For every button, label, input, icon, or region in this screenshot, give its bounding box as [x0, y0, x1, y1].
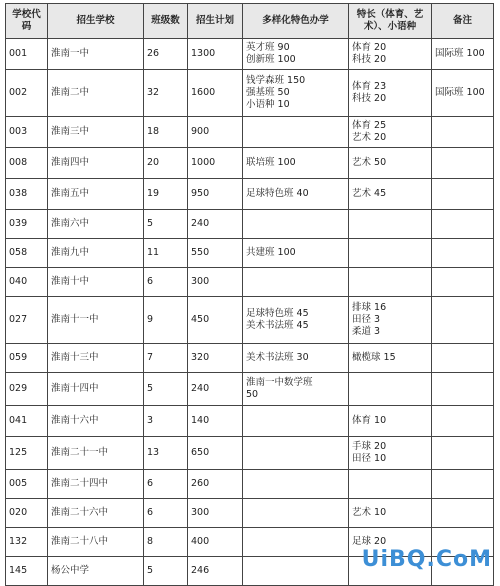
cell-col-plan: 400	[188, 528, 243, 557]
cell-col-school: 淮南二十一中	[48, 437, 144, 470]
cell-col-code: 005	[6, 470, 48, 499]
table-row	[6, 148, 494, 179]
cell-col-plan: 320	[188, 344, 243, 373]
cell-col-special: 足球 20	[349, 528, 432, 557]
cell-col-notes	[432, 179, 494, 210]
cell-col-notes	[432, 437, 494, 470]
cell-col-code: 058	[6, 239, 48, 268]
cell-col-special	[349, 268, 432, 297]
table-row	[6, 470, 494, 499]
cell-col-features	[243, 210, 349, 239]
cell-col-classes: 20	[144, 148, 188, 179]
cell-col-special: 体育 23 科技 20	[349, 70, 432, 117]
cell-col-code: 039	[6, 210, 48, 239]
cell-col-features	[243, 437, 349, 470]
table-row	[6, 437, 494, 470]
cell-col-features	[243, 499, 349, 528]
cell-col-special: 体育 10	[349, 406, 432, 437]
cell-col-school: 淮南二十八中	[48, 528, 144, 557]
cell-col-features: 共建班 100	[243, 239, 349, 268]
cell-col-school: 淮南四中	[48, 148, 144, 179]
cell-col-classes: 5	[144, 557, 188, 586]
cell-col-classes: 5	[144, 373, 188, 406]
cell-col-code: 027	[6, 297, 48, 344]
table-row	[6, 499, 494, 528]
cell-col-school: 淮南十六中	[48, 406, 144, 437]
header-col-plan: 招生计划	[188, 4, 243, 39]
cell-col-code: 008	[6, 148, 48, 179]
cell-col-code: 020	[6, 499, 48, 528]
cell-col-special: 艺术 50	[349, 148, 432, 179]
cell-col-school: 淮南二十六中	[48, 499, 144, 528]
table-row	[6, 210, 494, 239]
cell-col-notes	[432, 148, 494, 179]
cell-col-code: 145	[6, 557, 48, 586]
cell-col-features: 美术书法班 30	[243, 344, 349, 373]
cell-col-plan: 950	[188, 179, 243, 210]
table-row	[6, 117, 494, 148]
cell-col-notes: 国际班 100	[432, 70, 494, 117]
cell-col-code: 059	[6, 344, 48, 373]
cell-col-special: 艺术 10	[349, 499, 432, 528]
cell-col-features: 钱学森班 150 强基班 50 小语种 10	[243, 70, 349, 117]
cell-col-notes	[432, 499, 494, 528]
cell-col-special	[349, 210, 432, 239]
cell-col-plan: 1300	[188, 39, 243, 70]
table-row	[6, 373, 494, 406]
cell-col-code: 125	[6, 437, 48, 470]
cell-col-classes: 9	[144, 297, 188, 344]
cell-col-school: 淮南五中	[48, 179, 144, 210]
cell-col-plan: 246	[188, 557, 243, 586]
cell-col-plan: 300	[188, 268, 243, 297]
cell-col-notes	[432, 117, 494, 148]
table-row	[6, 239, 494, 268]
cell-col-features	[243, 406, 349, 437]
cell-col-special	[349, 239, 432, 268]
table-row	[6, 70, 494, 117]
cell-col-school: 淮南一中	[48, 39, 144, 70]
cell-col-plan: 1600	[188, 70, 243, 117]
cell-col-classes: 7	[144, 344, 188, 373]
cell-col-school: 淮南二十四中	[48, 470, 144, 499]
cell-col-notes: 国际班 100	[432, 39, 494, 70]
cell-col-school: 淮南九中	[48, 239, 144, 268]
cell-col-notes	[432, 406, 494, 437]
table-row	[6, 39, 494, 70]
cell-col-plan: 1000	[188, 148, 243, 179]
header-col-code: 学校代码	[6, 4, 48, 39]
cell-col-classes: 13	[144, 437, 188, 470]
cell-col-features	[243, 470, 349, 499]
cell-col-features: 足球特色班 45 美术书法班 45	[243, 297, 349, 344]
admission-table	[5, 3, 494, 586]
cell-col-code: 003	[6, 117, 48, 148]
header-col-special: 特长（体育、艺术）、小语种	[349, 4, 432, 39]
cell-col-notes	[432, 210, 494, 239]
cell-col-features: 英才班 90 创新班 100	[243, 39, 349, 70]
cell-col-school: 淮南六中	[48, 210, 144, 239]
cell-col-classes: 26	[144, 39, 188, 70]
cell-col-plan: 450	[188, 297, 243, 344]
cell-col-classes: 18	[144, 117, 188, 148]
cell-col-school: 淮南十四中	[48, 373, 144, 406]
cell-col-features: 足球特色班 40	[243, 179, 349, 210]
watermark-logo: UiBQ.CoM	[361, 547, 492, 572]
cell-col-special: 手球 20 田径 10	[349, 437, 432, 470]
cell-col-features	[243, 557, 349, 586]
cell-col-special: 橄榄球 15	[349, 344, 432, 373]
cell-col-plan: 550	[188, 239, 243, 268]
cell-col-plan: 650	[188, 437, 243, 470]
cell-col-features	[243, 528, 349, 557]
cell-col-features	[243, 268, 349, 297]
cell-col-classes: 32	[144, 70, 188, 117]
cell-col-special: 艺术 45	[349, 179, 432, 210]
cell-col-special: 体育 25 艺术 20	[349, 117, 432, 148]
header-col-features: 多样化特色办学	[243, 4, 349, 39]
cell-col-classes: 6	[144, 499, 188, 528]
cell-col-plan: 300	[188, 499, 243, 528]
cell-col-classes: 11	[144, 239, 188, 268]
cell-col-notes	[432, 268, 494, 297]
table-body	[6, 39, 494, 586]
cell-col-notes	[432, 470, 494, 499]
header-col-classes: 班级数	[144, 4, 188, 39]
cell-col-plan: 240	[188, 373, 243, 406]
table-row	[6, 268, 494, 297]
cell-col-plan: 900	[188, 117, 243, 148]
cell-col-code: 002	[6, 70, 48, 117]
cell-col-plan: 240	[188, 210, 243, 239]
table-row	[6, 297, 494, 344]
table-header-row	[6, 4, 494, 39]
header-col-school: 招生学校	[48, 4, 144, 39]
table-row	[6, 179, 494, 210]
cell-col-school: 淮南十中	[48, 268, 144, 297]
cell-col-special: 体育 20 科技 20	[349, 39, 432, 70]
cell-col-notes	[432, 239, 494, 268]
cell-col-plan: 260	[188, 470, 243, 499]
table-row	[6, 344, 494, 373]
cell-col-school: 淮南三中	[48, 117, 144, 148]
cell-col-code: 040	[6, 268, 48, 297]
cell-col-classes: 6	[144, 268, 188, 297]
cell-col-school: 淮南二中	[48, 70, 144, 117]
cell-col-special	[349, 470, 432, 499]
cell-col-code: 041	[6, 406, 48, 437]
cell-col-classes: 19	[144, 179, 188, 210]
cell-col-features: 淮南一中数学班 50	[243, 373, 349, 406]
cell-col-school: 淮南十三中	[48, 344, 144, 373]
cell-col-classes: 3	[144, 406, 188, 437]
cell-col-classes: 5	[144, 210, 188, 239]
table-row	[6, 406, 494, 437]
cell-col-school: 淮南十一中	[48, 297, 144, 344]
cell-col-plan: 140	[188, 406, 243, 437]
cell-col-features	[243, 117, 349, 148]
cell-col-features: 联培班 100	[243, 148, 349, 179]
cell-col-code: 029	[6, 373, 48, 406]
cell-col-notes	[432, 373, 494, 406]
cell-col-special: 排球 16 田径 3 柔道 3	[349, 297, 432, 344]
cell-col-notes	[432, 344, 494, 373]
cell-col-code: 132	[6, 528, 48, 557]
cell-col-special	[349, 373, 432, 406]
cell-col-notes	[432, 297, 494, 344]
cell-col-classes: 8	[144, 528, 188, 557]
cell-col-code: 038	[6, 179, 48, 210]
cell-col-classes: 6	[144, 470, 188, 499]
header-col-notes: 备注	[432, 4, 494, 39]
cell-col-code: 001	[6, 39, 48, 70]
cell-col-school: 杨公中学	[48, 557, 144, 586]
